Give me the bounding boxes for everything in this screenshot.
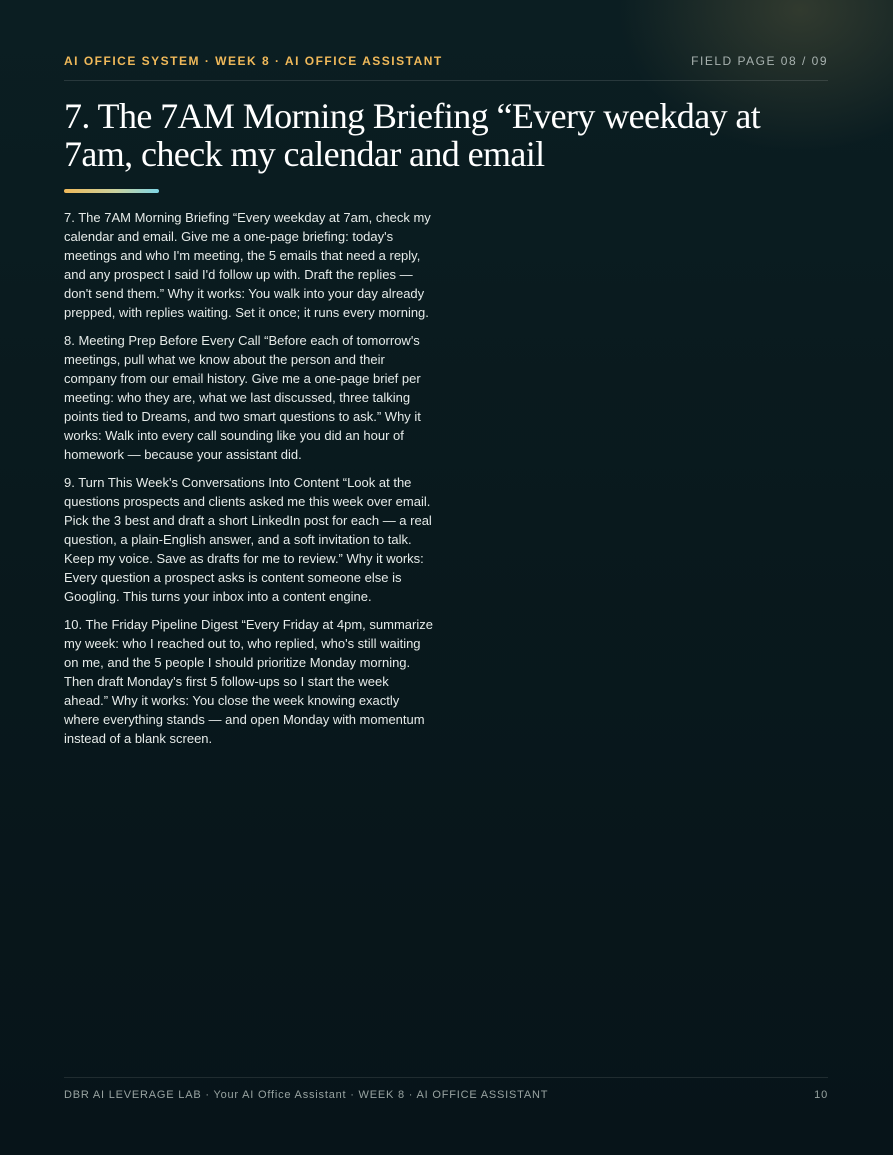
footer-text: DBR AI LEVERAGE LAB · Your AI Office Assistant · WEEK 8 · AI OFFICE ASSISTANT bbox=[64, 1089, 549, 1101]
title-accent-bar bbox=[64, 189, 159, 193]
field-page-label: FIELD PAGE 08 / 09 bbox=[691, 54, 828, 68]
series-kicker: AI OFFICE SYSTEM · WEEK 8 · AI OFFICE ASSISTANT bbox=[64, 54, 443, 68]
paragraph-content: 9. Turn This Week's Conversations Into Content “Look at the questions prospects and clients asked me this week over email. Pick the 3 best and draft a short LinkedIn post for each — a real question, a plain-English answer, and a soft invitation to talk. Keep my voice. Save as drafts for me to review.” Why it works: Every question a prospect asks is content someone else is Googling. This turns your inbox into a content engine. bbox=[64, 475, 432, 604]
paragraph-morning-briefing: 7. The 7AM Morning Briefing “Every weekday at 7am, check my calendar and email. Give me a one-page briefing: today's meetings and who I'm meeting, the 5 emails that need a reply, and any prospect I said I'd follow up with. Draft the replies — don't send them.” Why it works: You walk into your day already prepped, with replies waiting. Set it once; it runs every morning. bbox=[64, 210, 431, 320]
page-footer bbox=[64, 1077, 828, 1108]
paragraph-meeting-prep: 8. Meeting Prep Before Every Call “Before each of tomorrow's meetings, pull what we know about the person and their company from our email history. Give me a one-page brief per meeting: who they are, what we last discussed, three talking points tied to Dreams, and two smart questions to ask.” Why it works: Walk into every call sounding like you did an hour of homework — because your assistant did. bbox=[64, 333, 421, 462]
body-column bbox=[64, 208, 436, 757]
paragraph-pipeline-digest: 10. The Friday Pipeline Digest “Every Friday at 4pm, summarize my week: who I reached out to, who replied, who's still waiting on me, and the 5 people I should prioritize Monday morning. Then draft Monday's first 5 follow-ups so I start the week ahead.” Why it works: You close the week knowing exactly where everything stands — and open Monday with momentum instead of a blank screen. bbox=[64, 617, 433, 746]
page-header bbox=[64, 54, 828, 81]
footer-page-number: 10 bbox=[814, 1089, 828, 1101]
page-title: 7. The 7AM Morning Briefing “Every weekday at 7am, check my calendar and email bbox=[64, 96, 761, 174]
